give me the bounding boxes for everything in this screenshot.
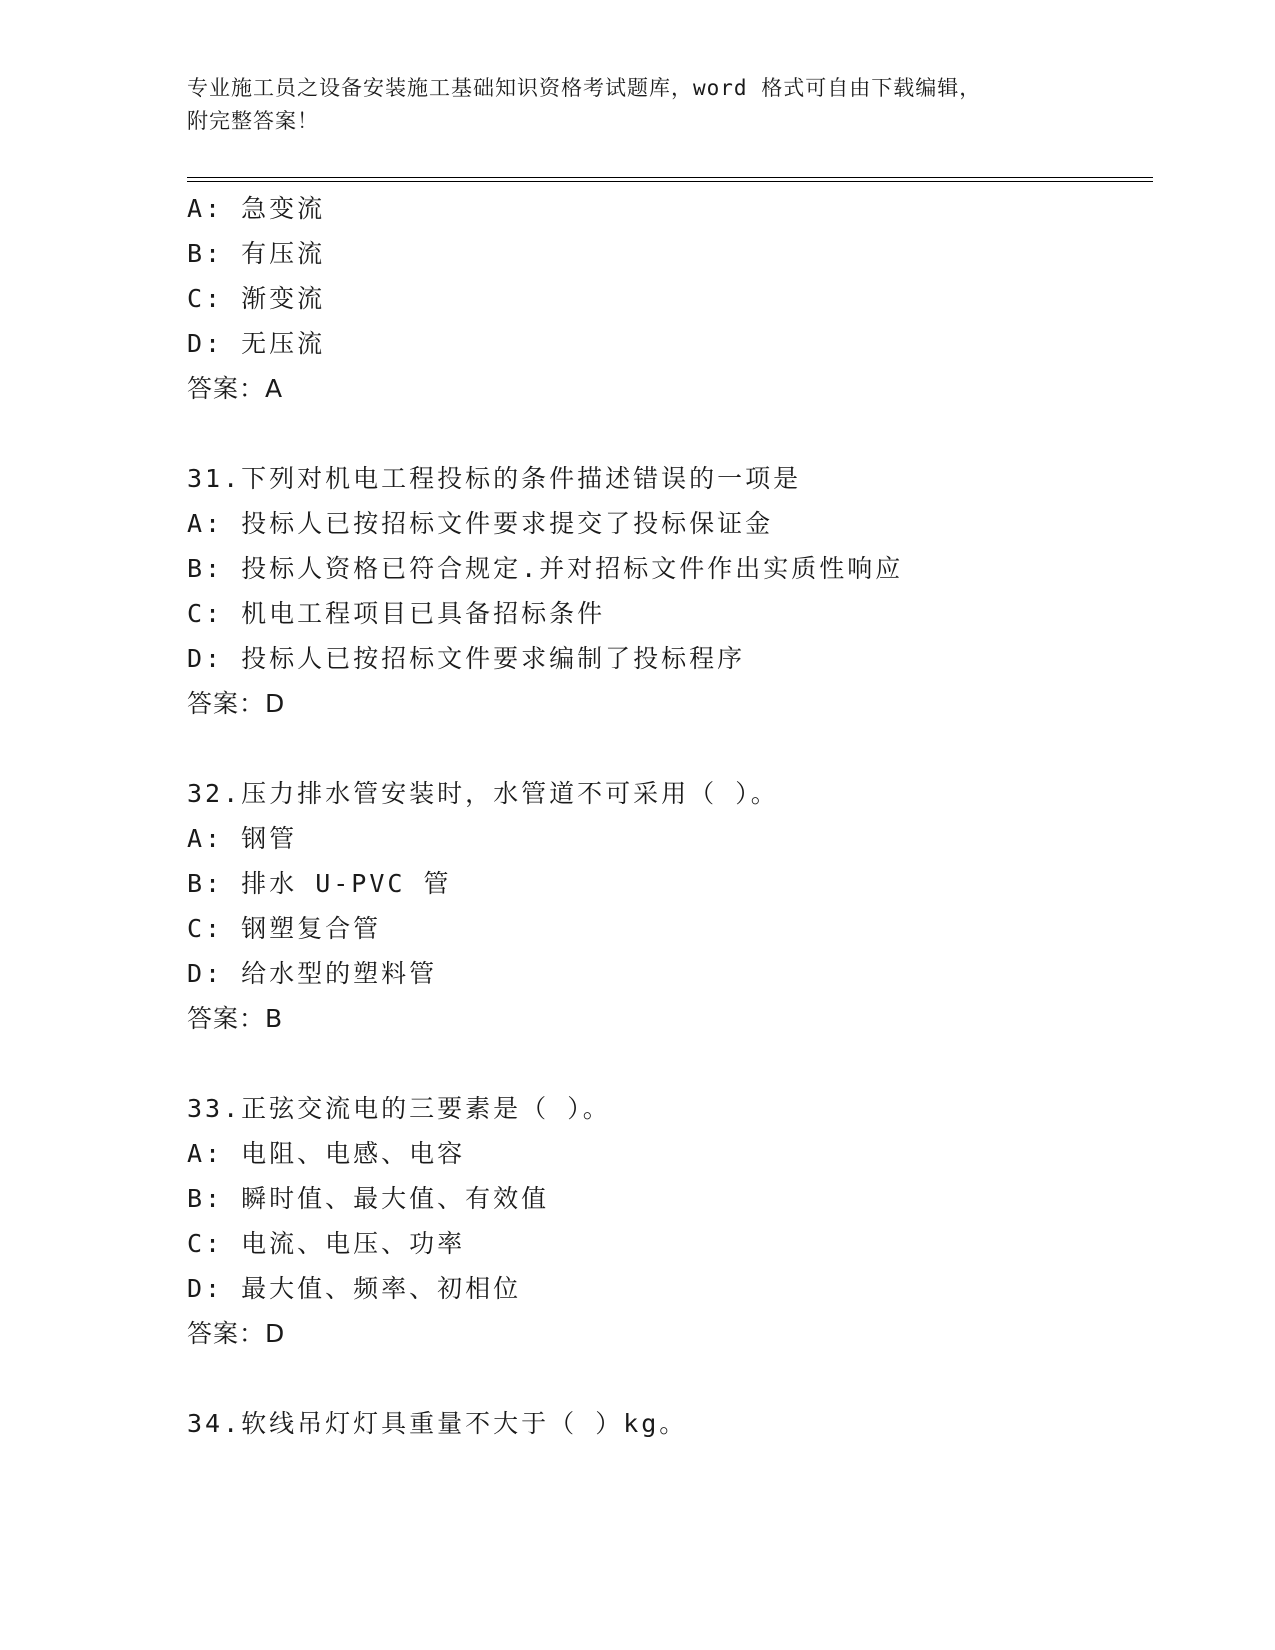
question-32-stem: 32.压力排水管安装时，水管道不可采用（ ）。 <box>187 779 779 808</box>
question-32-option-c: C: 钢塑复合管 <box>187 914 382 943</box>
option-c: C: 渐变流 <box>187 284 326 313</box>
question-32-answer: 答案：B <box>187 1004 284 1033</box>
question-31-option-c: C: 机电工程项目已具备招标条件 <box>187 599 606 628</box>
question-31-stem: 31.下列对机电工程投标的条件描述错误的一项是 <box>187 464 802 493</box>
question-34-stem: 34.软线吊灯灯具重量不大于（ ）kg。 <box>187 1409 688 1438</box>
option-d: D: 无压流 <box>187 329 326 358</box>
option-b: B: 有压流 <box>187 239 326 268</box>
answer-label: 答案：A <box>187 374 284 403</box>
question-31-option-b: B: 投标人资格已符合规定.并对招标文件作出实质性响应 <box>187 554 904 583</box>
question-31-option-a: A: 投标人已按招标文件要求提交了投标保证金 <box>187 509 774 538</box>
question-33-option-d: D: 最大值、频率、初相位 <box>187 1274 522 1303</box>
question-31-option-d: D: 投标人已按招标文件要求编制了投标程序 <box>187 644 746 673</box>
header-divider-top <box>187 177 1153 178</box>
document-header <box>187 72 1087 138</box>
question-32-option-a: A: 钢管 <box>187 824 298 853</box>
option-a: A: 急变流 <box>187 194 326 223</box>
question-33-answer: 答案：D <box>187 1319 286 1348</box>
question-33-stem: 33.正弦交流电的三要素是（ ）。 <box>187 1094 611 1123</box>
header-divider-bottom <box>187 181 1153 182</box>
question-33-option-a: A: 电阻、电感、电容 <box>187 1139 466 1168</box>
question-33-option-b: B: 瞬时值、最大值、有效值 <box>187 1184 550 1213</box>
header-line-1: 专业施工员之设备安装施工基础知识资格考试题库，word 格式可自由下载编辑， <box>187 76 982 100</box>
question-33-option-c: C: 电流、电压、功率 <box>187 1229 466 1258</box>
question-32-option-b: B: 排水 U-PVC 管 <box>187 869 452 898</box>
question-31-answer: 答案：D <box>187 689 286 718</box>
header-line-2: 附完整答案！ <box>187 109 319 133</box>
question-32-option-d: D: 给水型的塑料管 <box>187 959 438 988</box>
